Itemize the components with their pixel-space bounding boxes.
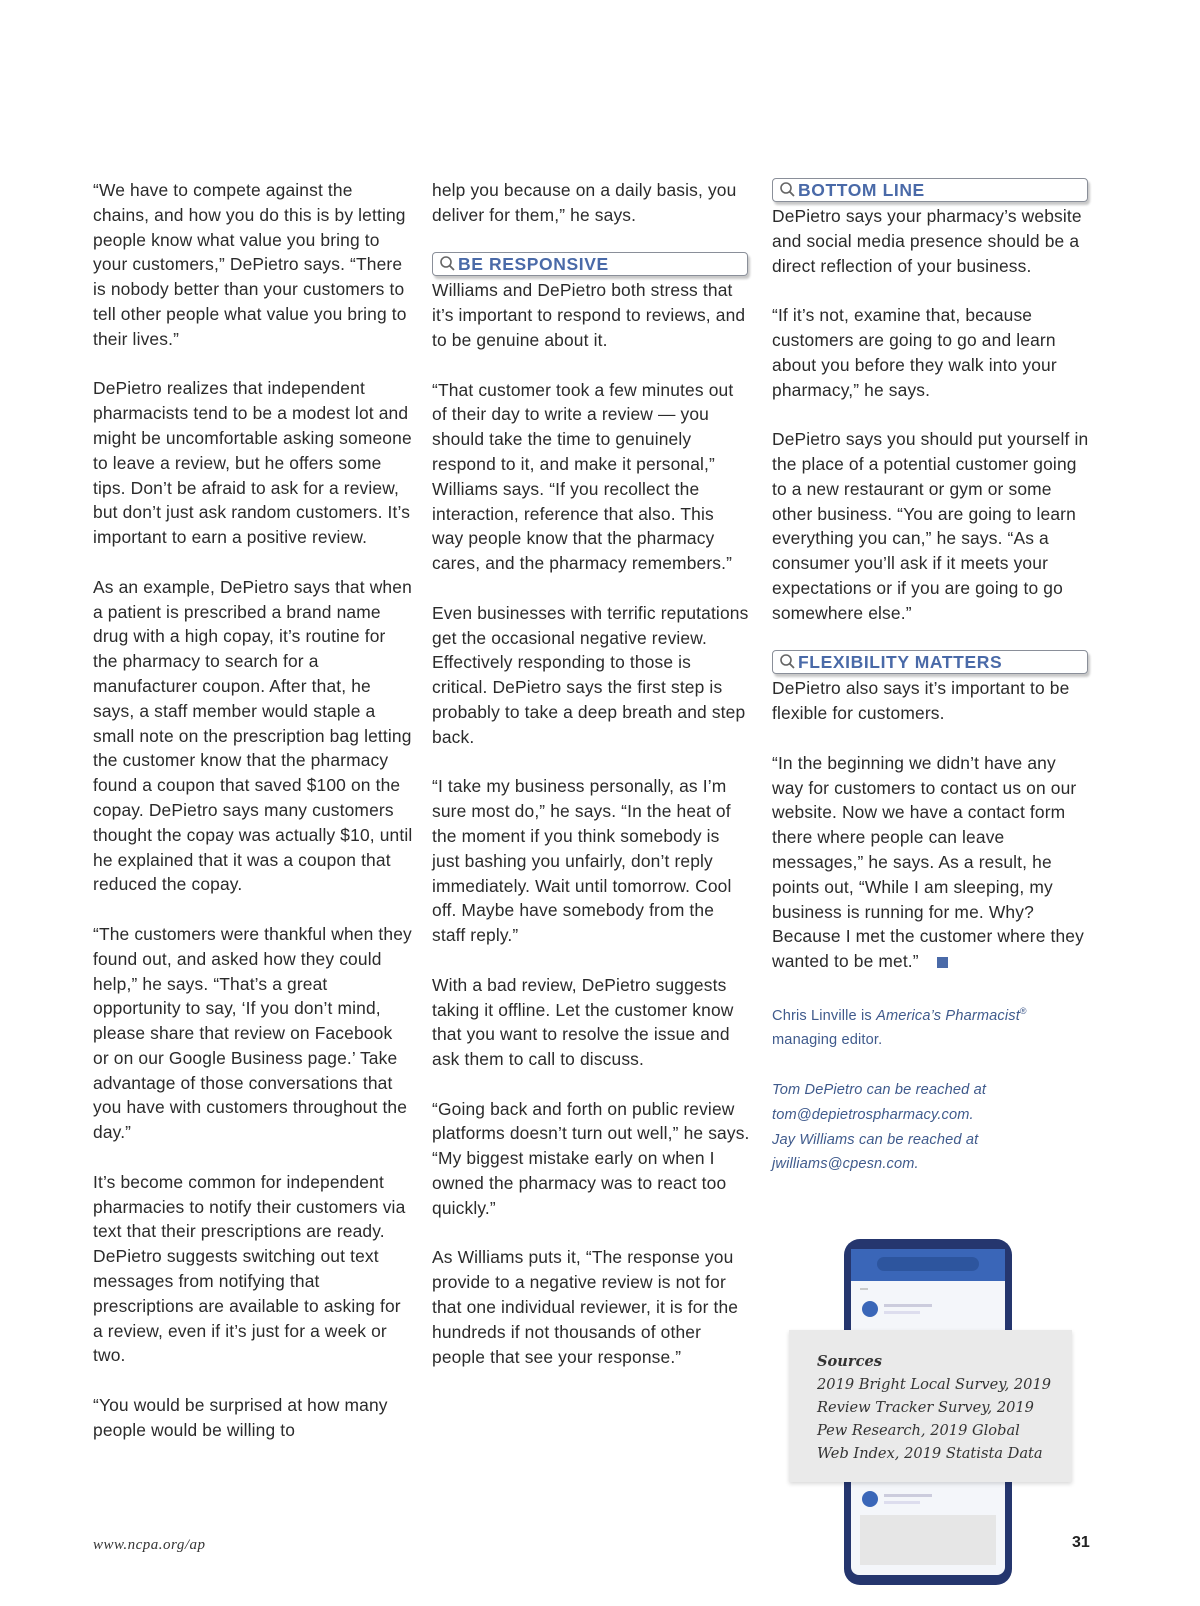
paragraph: With a bad review, DePietro suggests taking it offline. Let the customer know that you want to resolve the issue and ask them to call to discuss. bbox=[432, 974, 734, 1070]
heading-text: FLEXIBILITY MATTERS bbox=[798, 652, 1003, 673]
avatar-icon bbox=[862, 1491, 878, 1507]
author-bio bbox=[772, 999, 1090, 1177]
paragraph: “If it’s not, examine that, because customers are going to go and learn about you before they walk into your pharmacy,” he says. bbox=[772, 305, 1057, 400]
heading-text: BE RESPONSIVE bbox=[458, 254, 609, 275]
sources-box bbox=[789, 1330, 1072, 1482]
contact-line: Tom DePietro can be reached at bbox=[772, 1081, 987, 1098]
paragraph: DePietro realizes that independent pharmacists tend to be a modest lot and might be uncomfortable asking someone to leave a review, but he offers some tips. Don’t be afraid to ask for a review, but don’t just ask random customers. It’s important to earn a positive review. bbox=[93, 378, 412, 548]
paragraph: It’s become common for independent pharmacies to notify their customers via text that their prescriptions are ready. DePietro suggests switching out text messages from notifying that prescriptions are available to asking for a review, even if it’s just for a week or two. bbox=[93, 1171, 406, 1366]
post-image-placeholder bbox=[860, 1515, 996, 1565]
page-number: 31 bbox=[1072, 1534, 1090, 1551]
sources-title: Sources bbox=[817, 1353, 882, 1370]
paragraph-text: “In the beginning we didn’t have any way for customers to contact us on our website. Now we have a contact form there where people can leave messages,” he says. As a result, he points out, “While I am sleeping, my business is running for me. Why? Because I met the customer where they wanted to be met.” bbox=[772, 752, 1084, 972]
paragraph: “The customers were thankful when they found out, and asked how they could help,” he says. “That’s a great opportunity to say, ‘If you don’t mind, please share that review on Facebook or on our Google Business page.’ Take advantage of those conversations that you have with customers throughout the day.” bbox=[93, 923, 412, 1143]
article-column-1 bbox=[93, 178, 413, 1467]
heading-text: BOTTOM LINE bbox=[798, 180, 925, 200]
paragraph bbox=[772, 751, 1090, 974]
paragraph: Even businesses with terrific reputations get the occasional negative review. Effectively responding to those is critical. DePietro says the first step is probably to take a deep breath and step back. bbox=[432, 602, 749, 747]
magnifier-icon bbox=[779, 181, 796, 198]
email-link[interactable]: jwilliams@cpesn.com. bbox=[772, 1156, 919, 1173]
paragraph: Williams and DePietro both stress that it’s important to respond to reviews, and to be genuine about it. bbox=[432, 280, 746, 350]
magnifier-icon bbox=[439, 255, 456, 272]
end-mark-icon bbox=[937, 957, 948, 968]
app-search-bar bbox=[877, 1257, 979, 1271]
article-column-3 bbox=[772, 178, 1090, 1177]
paragraph: “I take my business personally, as I’m sure most do,” he says. “In the heat of the moment if you think somebody is just bashing you unfairly, don’t reply immediately. Wait until tomorrow. Cool off. Maybe have somebody from the staff reply.” bbox=[432, 776, 732, 946]
paragraph: DePietro says you should put yourself in the place of a potential customer going to a new restaurant or gym or some other business. “You are going to learn everything you can,” he says. “As a consumer you’ll ask if it meets your expectations or if you are going to go somewhere else.” bbox=[772, 429, 1089, 623]
paragraph: DePietro also says it’s important to be flexible for customers. bbox=[772, 678, 1070, 724]
editor-credit: Chris Linville is America’s Pharmacist® managing editor. bbox=[772, 1005, 1027, 1049]
paragraph: “That customer took a few minutes out of their day to write a review — you should take the time to genuinely respond to it, and make it personal,” Williams says. “If you recollect the interaction, reference that also. This way people know that the pharmacy cares, and the pharmacy remembers.” bbox=[432, 379, 734, 574]
section-heading-be-responsive bbox=[432, 252, 748, 276]
avatar-icon bbox=[862, 1301, 878, 1317]
contact-info bbox=[772, 1078, 1090, 1177]
paragraph: “You would be surprised at how many people would be willing to bbox=[93, 1395, 388, 1440]
publication-name: America’s Pharmacist bbox=[876, 1007, 1020, 1024]
email-link[interactable]: tom@depietrospharmacy.com. bbox=[772, 1106, 974, 1123]
paragraph: help you because on a daily basis, you deliver for them,” he says. bbox=[432, 180, 737, 225]
paragraph: DePietro says your pharmacy’s website and social media presence should be a direct reflection of your business. bbox=[772, 206, 1082, 276]
paragraph: “Going back and forth on public review platforms doesn’t turn out well,” he says. “My biggest mistake early on when I owned the pharmacy was to react too quickly.” bbox=[432, 1098, 750, 1218]
section-heading-flexibility-matters bbox=[772, 650, 1088, 674]
sources-text: 2019 Bright Local Survey, 2019 Review Tracker Survey, 2019 Pew Research, 2019 Global Web Index, 2019 Statista Data bbox=[817, 1376, 1052, 1462]
article-column-2 bbox=[432, 178, 750, 1394]
contact-line: Jay Williams can be reached at bbox=[772, 1131, 979, 1148]
magnifier-icon bbox=[779, 653, 796, 670]
paragraph: As Williams puts it, “The response you provide to a negative review is not for that one individual reviewer, it is for the hundreds if not thousands of other people that see your response.” bbox=[432, 1247, 739, 1367]
paragraph: “We have to compete against the chains, and how you do this is by letting people know what value you bring to your customers,” DePietro says. “There is nobody better than your customers to tell other people what value you bring to their lives.” bbox=[93, 180, 407, 349]
paragraph: As an example, DePietro says that when a patient is prescribed a brand name drug with a high copay, it’s routine for the pharmacy to search for a manufacturer coupon. After that, he says, a staff member would staple a small note on the prescription bag letting the customer know that the pharmacy found a coupon that saved $100 on the copay. DePietro says many customers thought the copay was actually $10, until he explained that it was a coupon that reduced the copay. bbox=[93, 576, 413, 895]
section-heading-bottom-line bbox=[772, 178, 1088, 202]
footer-url[interactable]: www.ncpa.org/ap bbox=[93, 1537, 206, 1553]
